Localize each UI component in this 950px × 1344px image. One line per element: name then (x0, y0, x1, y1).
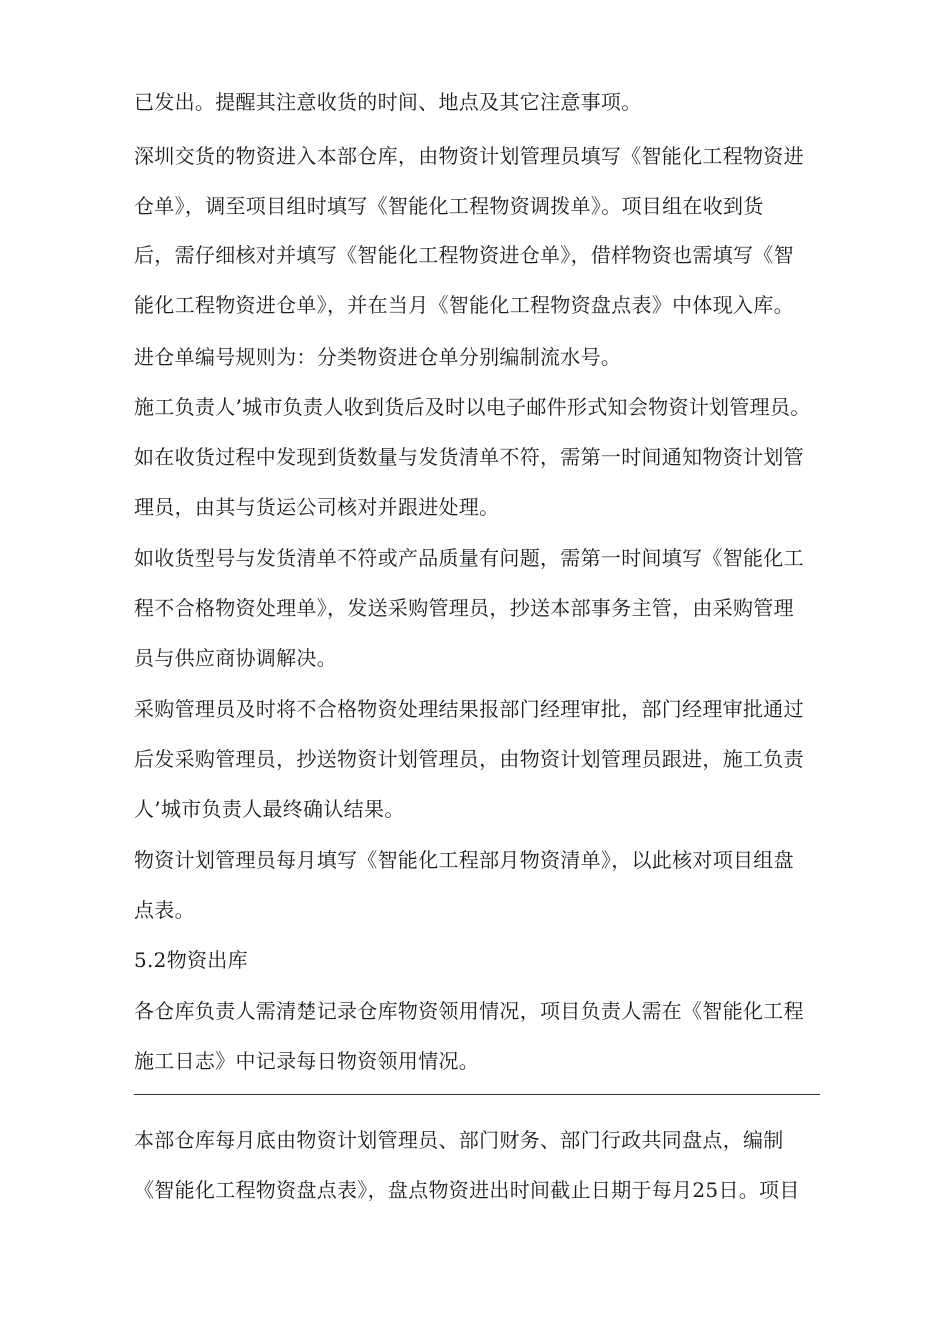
section-heading: 5.2物资出库 (134, 948, 248, 972)
text-line: 如在收货过程中发现到货数量与发货清单不符，需第一时间通知物资计划管 (134, 445, 804, 469)
text-line: 本部仓库每月底由物资计划管理员、部门财务、部门行政共同盘点，编制 (134, 1128, 784, 1152)
text-line: 采购管理员及时将不合格物资处理结果报部门经理审批，部门经理审批通过 (134, 697, 804, 721)
text-line: 后，需仔细核对并填写《智能化工程物资进仓单》，借样物资也需填写《智 (134, 243, 794, 267)
text-line: 程不合格物资处理单》，发送采购管理员，抄送本部事务主管，由采购管理 (134, 596, 794, 620)
text-line: 施工负责人’城市负责人收到货后及时以电子邮件形式知会物资计划管理员。 (134, 395, 811, 419)
text-line: 进仓单编号规则为：分类物资进仓单分别编制流水号。 (134, 345, 622, 369)
horizontal-divider (134, 1094, 820, 1095)
text-line: 仓单》，调至项目组时填写《智能化工程物资调拨单》。项目组在收到货 (134, 194, 764, 218)
text-line: 深圳交货的物资进入本部仓库，由物资计划管理员填写《智能化工程物资进 (134, 144, 804, 168)
text-line: 理员，由其与货运公司核对并跟进处理。 (134, 495, 500, 519)
text-line: 物资计划管理员每月填写《智能化工程部月物资清单》，以此核对项目组盘 (134, 848, 794, 872)
text-line: 人’城市负责人最终确认结果。 (134, 797, 405, 821)
text-line: 员与供应商协调解决。 (134, 646, 337, 670)
text-line: 《智能化工程物资盘点表》，盘点物资进出时间截止日期于每月25日。项目 (134, 1178, 800, 1202)
text-line: 后发采购管理员，抄送物资计划管理员，由物资计划管理员跟进，施工负责 (134, 747, 804, 771)
text-line: 各仓库负责人需清楚记录仓库物资领用情况，项目负责人需在《智能化工程 (134, 999, 804, 1023)
text-line: 施工日志》中记录每日物资领用情况。 (134, 1049, 480, 1073)
text-line: 点表。 (134, 898, 195, 922)
text-line: 能化工程物资进仓单》，并在当月《智能化工程物资盘点表》中体现入库。 (134, 293, 794, 317)
text-line: 如收货型号与发货清单不符或产品质量有问题，需第一时间填写《智能化工 (134, 546, 804, 570)
text-line: 已发出。提醒其注意收货的时间、地点及其它注意事项。 (134, 90, 642, 114)
